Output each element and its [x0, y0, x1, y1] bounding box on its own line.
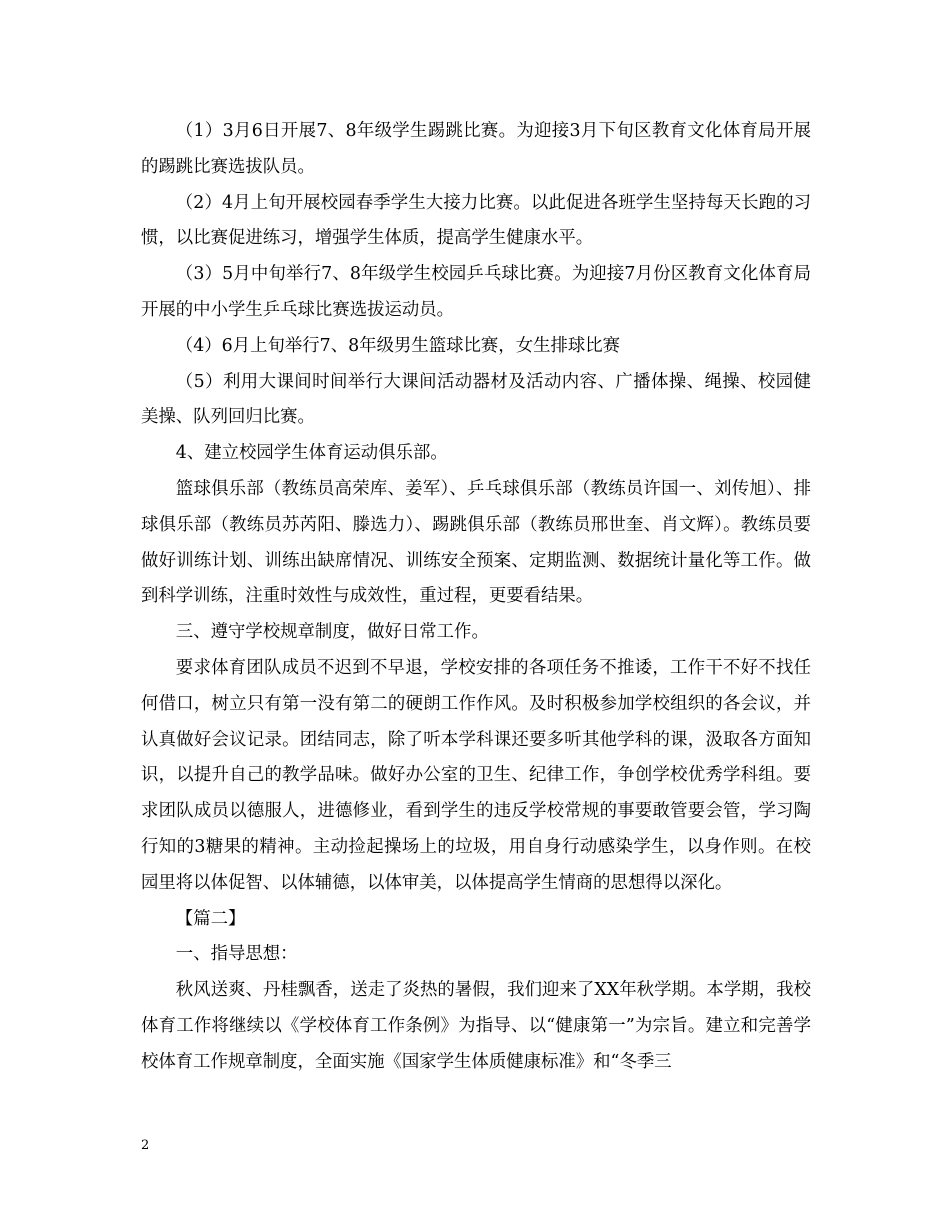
section-heading-clubs: 4、建立校园学生体育运动俱乐部。	[175, 443, 448, 464]
paragraph-event-2: （2）4月上旬开展校园春季学生大接力比赛。以此促进各班学生坚持每天长跑的习惯，以比赛促进练习，增强学生体质，提高学生健康水平。	[141, 192, 811, 249]
paragraph-event-4: （4）6月上旬举行7、8年级男生篮球比赛，女生排球比赛	[175, 335, 621, 356]
page-number: 2	[141, 1138, 150, 1153]
paragraph-event-5: （5）利用大课间时间举行大课间活动器材及活动内容、广播体操、绳操、校园健美操、队列回归比赛。	[141, 371, 811, 428]
paragraph-guiding-thought: 秋风送爽、丹桂飘香，送走了炎热的暑假，我们迎来了XX年秋学期。本学期，我校体育工作将继续以《学校体育工作条例》为指导、以“健康第一”为宗旨。建立和完善学校体育工作规章制度，全面实施《国家学生体质健康标准》和“冬季三	[141, 980, 811, 1072]
paragraph-clubs: 篮球俱乐部（教练员高荣库、姜军）、乒乓球俱乐部（教练员许国一、刘传旭）、排球俱乐部（教练员苏芮阳、滕选力）、踢跳俱乐部（教练员邢世奎、肖文辉）。教练员要做好训练计划、训练出缺席情况、训练安全预案、定期监测、数据统计量化等工作。做到科学训练，注重时效性与成效性，重过程，更要看结果。	[141, 478, 811, 607]
paragraph-event-1: （1）3月6日开展7、8年级学生踢跳比赛。为迎接3月下旬区教育文化体育局开展的踢跳比赛选拔队员。	[141, 121, 811, 177]
section-heading-rules: 三、遵守学校规章制度，做好日常工作。	[175, 622, 489, 643]
paragraph-event-3: （3）5月中旬举行7、8年级学生校园乒乓球比赛。为迎接7月份区教育文化体育局开展的中小学生乒乓球比赛选拔运动员。	[141, 264, 811, 320]
part-heading: 【篇二】	[175, 908, 246, 929]
section-heading-guiding-thought: 一、指导思想：	[175, 944, 298, 965]
paragraph-rules: 要求体育团队成员不迟到不早退，学校安排的各项任务不推诿，工作干不好不找任何借口，树立只有第一没有第二的硬朗工作作风。及时积极参加学校组织的各会议，并认真做好会议记录。团结同志，除了听本学科课还要多听其他学科的课，汲取各方面知识，以提升自己的教学品味。做好办公室的卫生、纪律工作，争创学校优秀学科组。要求团队成员以德服人，进德修业，看到学生的违反学校常规的事要敢管要会管，学习陶行知的3糖果的精神。主动捡起操场上的垃圾，用自身行动感染学生，以身作则。在校园里将以体促智、以体辅德，以体审美，以体提高学生情商的思想得以深化。	[141, 657, 811, 893]
document-body	[141, 114, 811, 1081]
